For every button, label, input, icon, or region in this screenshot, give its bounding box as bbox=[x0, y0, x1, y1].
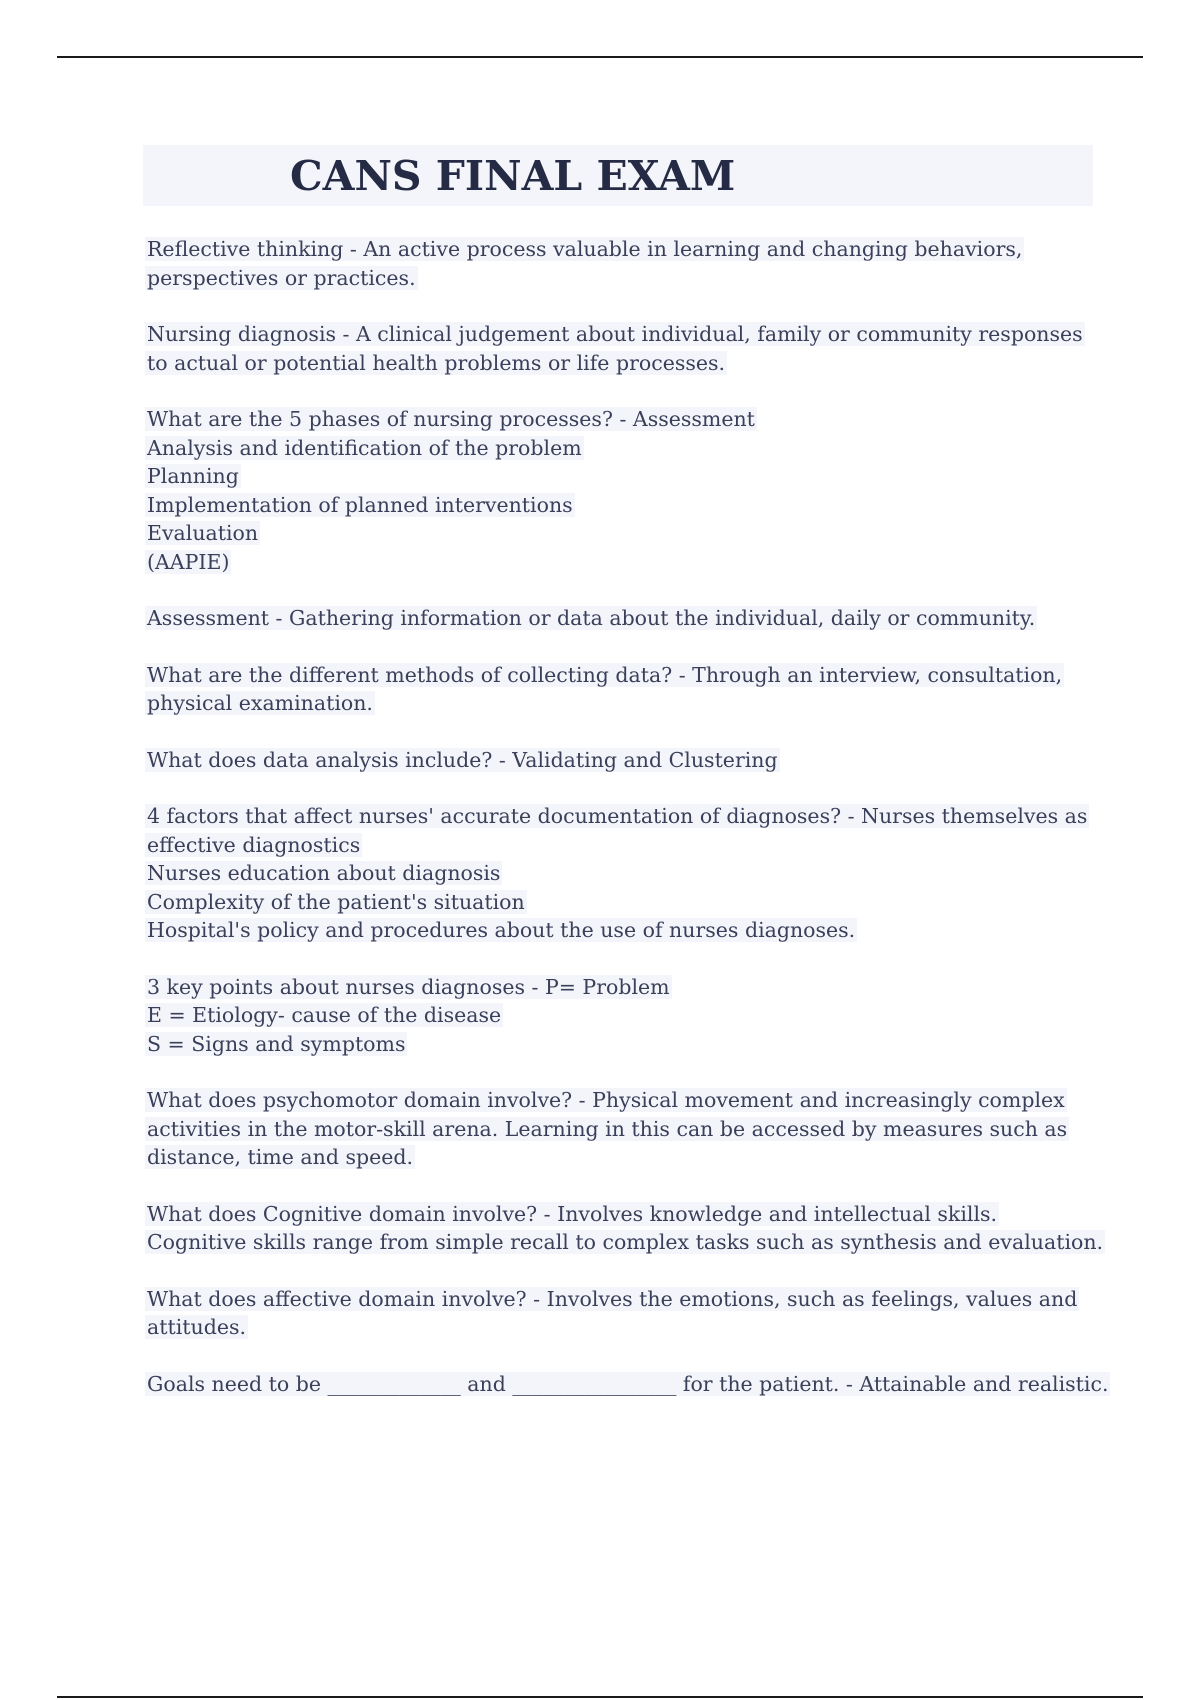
text-line-content: What does Cognitive domain involve? - Involves knowledge and intellectual skills. bbox=[147, 1201, 998, 1226]
text-line-content: perspectives or practices. bbox=[147, 265, 416, 290]
bottom-rule bbox=[57, 1696, 1143, 1698]
text-line bbox=[145, 1143, 1105, 1172]
text-line-content: Complexity of the patient's situation bbox=[147, 889, 525, 914]
text-line bbox=[145, 519, 1105, 548]
qa-entry bbox=[145, 1200, 1105, 1257]
qa-entry bbox=[145, 1086, 1105, 1172]
qa-entry bbox=[145, 973, 1105, 1059]
qa-entry bbox=[145, 802, 1105, 945]
text-line bbox=[145, 434, 1105, 463]
qa-entry bbox=[145, 1370, 1109, 1399]
text-line bbox=[145, 462, 1105, 491]
text-line bbox=[145, 746, 1105, 775]
text-line bbox=[145, 831, 1105, 860]
text-line bbox=[145, 689, 1105, 718]
text-line-content: What are the different methods of collecting data? - Through an interview, consultation, bbox=[147, 662, 1063, 687]
text-line bbox=[145, 235, 1105, 264]
text-line bbox=[145, 1370, 1109, 1399]
text-line-content: 4 factors that affect nurses' accurate documentation of diagnoses? - Nurses themselves as bbox=[147, 804, 1088, 828]
qa-entry bbox=[145, 661, 1105, 718]
text-line bbox=[145, 548, 1105, 577]
text-line bbox=[145, 888, 1105, 917]
text-line-content: What does affective domain involve? - Involves the emotions, such as feelings, values and bbox=[147, 1286, 1078, 1311]
qa-entry bbox=[145, 604, 1105, 633]
text-line bbox=[145, 264, 1105, 293]
text-line bbox=[145, 1115, 1105, 1144]
text-line-content: activities in the motor-skill arena. Learning in this can be accessed by measures such as bbox=[147, 1116, 1068, 1141]
qa-entry bbox=[145, 746, 1105, 775]
text-line bbox=[145, 859, 1105, 888]
text-line-content: Assessment - Gathering information or data about the individual, daily or community. bbox=[147, 606, 1036, 630]
qa-entry bbox=[145, 320, 1105, 377]
text-line bbox=[145, 1030, 1105, 1059]
text-line-content: Analysis and identification of the problem bbox=[147, 435, 582, 460]
text-line-content: physical examination. bbox=[147, 691, 373, 715]
text-line bbox=[145, 1086, 1105, 1115]
text-line-content: Cognitive skills range from simple recall to complex tasks such as synthesis and evaluation. bbox=[147, 1230, 1104, 1254]
text-line-content: Reflective thinking - An active process valuable in learning and changing behaviors, bbox=[147, 237, 1023, 261]
text-line-content: What does psychomotor domain involve? - Physical movement and increasingly complex bbox=[147, 1088, 1065, 1112]
top-rule bbox=[57, 56, 1143, 58]
text-line bbox=[145, 1313, 1105, 1342]
page-title: CANS FINAL EXAM bbox=[290, 152, 736, 200]
text-line-content: Nurses education about diagnosis bbox=[147, 861, 501, 885]
text-line-content: Hospital's policy and procedures about the use of nurses diagnoses. bbox=[147, 918, 856, 942]
qa-entry bbox=[145, 1285, 1105, 1342]
text-line-content: attitudes. bbox=[147, 1315, 246, 1339]
text-line-content: (AAPIE) bbox=[147, 549, 230, 574]
text-line-content: S = Signs and symptoms bbox=[147, 1031, 406, 1056]
text-line bbox=[145, 1200, 1105, 1229]
text-line-content: 3 key points about nurses diagnoses - P= Problem bbox=[147, 974, 670, 999]
text-line bbox=[145, 973, 1105, 1002]
text-line-content: Planning bbox=[147, 464, 239, 488]
text-line-content: Evaluation bbox=[147, 521, 259, 545]
text-line bbox=[145, 405, 1105, 434]
text-line bbox=[145, 320, 1105, 349]
text-line-content: to actual or potential health problems or life processes. bbox=[147, 350, 726, 375]
text-line bbox=[145, 1228, 1105, 1257]
text-line-content: What are the 5 phases of nursing processes? - Assessment bbox=[147, 407, 755, 431]
text-line bbox=[145, 916, 1105, 945]
text-line-content: Nursing diagnosis - A clinical judgement about individual, family or community responses bbox=[147, 322, 1083, 346]
text-line bbox=[145, 1001, 1105, 1030]
text-line bbox=[145, 604, 1105, 633]
qa-entry bbox=[145, 235, 1105, 292]
qa-entry bbox=[145, 405, 1105, 576]
text-line-content: Implementation of planned interventions bbox=[147, 492, 573, 517]
text-line-content: E = Etiology- cause of the disease bbox=[147, 1003, 502, 1027]
text-line bbox=[145, 349, 1105, 378]
text-line bbox=[145, 1285, 1105, 1314]
text-line bbox=[145, 491, 1105, 520]
text-line-content: What does data analysis include? - Validating and Clustering bbox=[147, 747, 778, 772]
text-line-content: distance, time and speed. bbox=[147, 1145, 413, 1169]
text-line bbox=[145, 802, 1105, 831]
document-body bbox=[145, 235, 1109, 1426]
text-line-content: Goals need to be _____________ and ________________ for the patient. - Attainable and realistic. bbox=[147, 1371, 1109, 1396]
text-line-content: effective diagnostics bbox=[147, 832, 361, 857]
text-line bbox=[145, 661, 1105, 690]
